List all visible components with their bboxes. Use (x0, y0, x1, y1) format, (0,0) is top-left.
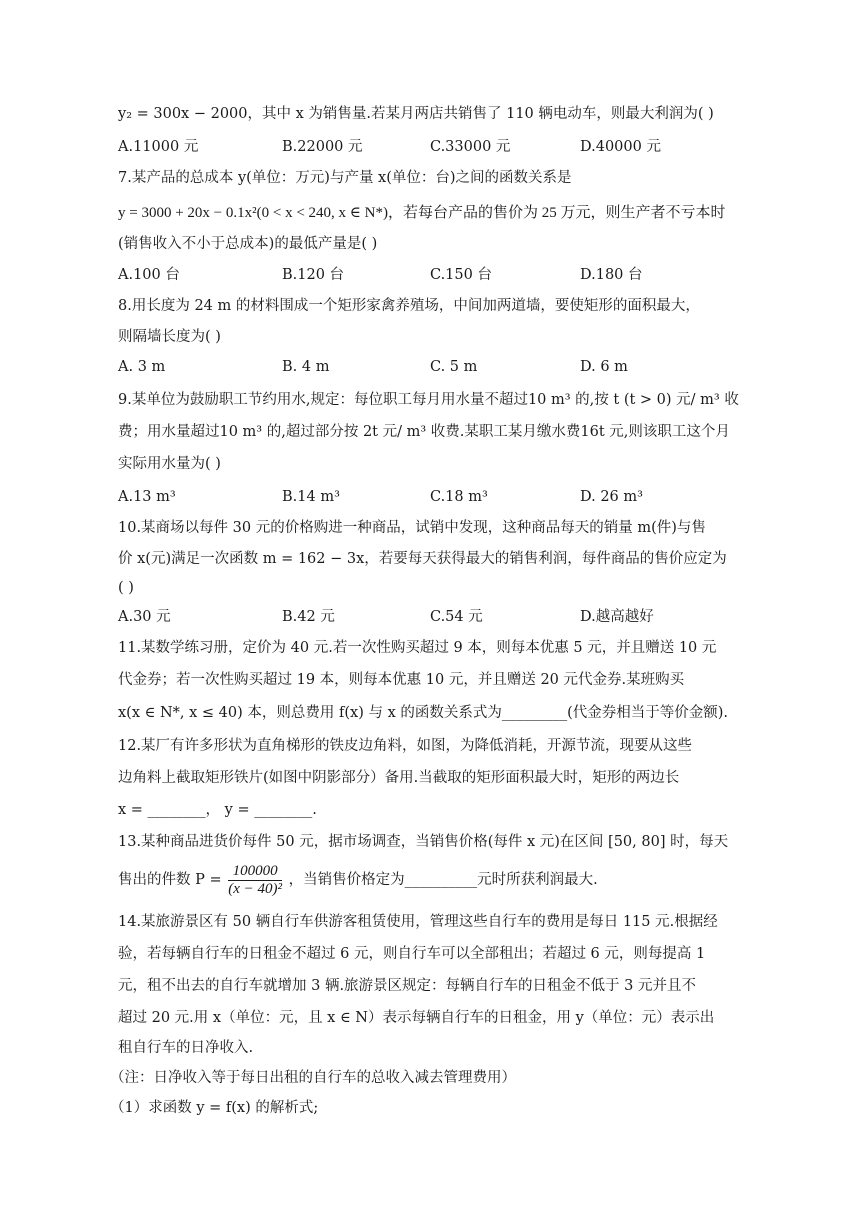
q8-option-c[interactable]: C. 5 m (430, 359, 478, 375)
q11-stem-line-2: 代金券；若一次性购买超过 19 本，则每本优惠 10 元，并且赠送 20 元代金券.某班购买 (118, 672, 685, 688)
q9-stem-line-2: 费；用水量超过10 m³ 的,超过部分按 2t 元/ m³ 收费.某职工某月缴水费16t 元,则该职工这个月 (118, 424, 730, 440)
q8-stem-line-2: 则隔墙长度为( ) (118, 329, 221, 345)
q9-option-c[interactable]: C.18 m³ (430, 489, 488, 505)
q13-fraction (228, 863, 282, 898)
q8-option-b[interactable]: B. 4 m (282, 359, 330, 375)
q12-answer-blanks: x = ________， y = ________. (118, 802, 317, 818)
q6-option-d[interactable]: D.40000 元 (580, 139, 661, 155)
q6-option-b[interactable]: B.22000 元 (282, 139, 363, 155)
q14-stem-line-4: 超过 20 元.用 x（单位：元，且 x ∈ N）表示每辆自行车的日租金，用 y（单位：元）表示出 (118, 1010, 715, 1026)
q10-option-c[interactable]: C.54 元 (430, 609, 483, 625)
q9-option-a[interactable]: A.13 m³ (118, 489, 176, 505)
q9-option-b[interactable]: B.14 m³ (282, 489, 340, 505)
q14-note: （注：日净收入等于每日出租的自行车的总收入减去管理费用） (110, 1070, 516, 1086)
q12-stem-line-1: 12.某厂有许多形状为直角梯形的铁皮边角料，如图，为降低消耗，开源节流，现要从这些 (118, 738, 693, 754)
q13-stem-line-2 (118, 860, 748, 900)
q10-stem-line-1: 10.某商场以每件 30 元的价格购进一种商品，试销中发现，这种商品每天的销量 m(件)与售 (118, 520, 706, 536)
q14-stem-line-3: 元，租不出去的自行车就增加 3 辆.旅游景区规定：每辆自行车的日租金不低于 3 元并且不 (118, 978, 696, 994)
q6-option-c[interactable]: C.33000 元 (430, 139, 511, 155)
q9-option-d[interactable]: D. 26 m³ (580, 489, 643, 505)
q11-stem-line-1: 11.某数学练习册，定价为 40 元.若一次性购买超过 9 本，则每本优惠 5 元，并且赠送 10 元 (118, 640, 717, 656)
q10-stem-line-3: ( ) (118, 580, 134, 596)
q8-option-d[interactable]: D. 6 m (580, 359, 628, 375)
q10-option-b[interactable]: B.42 元 (282, 609, 335, 625)
q14-stem-line-5: 租自行车的日净收入. (118, 1040, 254, 1056)
q7-option-a[interactable]: A.100 台 (118, 267, 180, 283)
q14-stem-line-2: 验，若每辆自行车的日租金不超过 6 元，则自行车可以全部租出；若超过 6 元，则每提高 1 (118, 946, 706, 962)
q9-stem-line-1: 9.某单位为鼓励职工节约用水,规定：每位职工每月用水量不超过10 m³ 的,按 t (t > 0) 元/ m³ 收 (118, 392, 739, 408)
q13-fraction-numerator: 100000 (228, 863, 282, 881)
q6-option-a[interactable]: A.11000 元 (118, 139, 199, 155)
q7-stem-line-3: (销售收入不小于总成本)的最低产量是( ) (118, 236, 378, 252)
q13-fraction-denominator: (x − 40)² (228, 880, 283, 897)
q6-stem-line: y₂ = 300x − 2000，其中 x 为销售量.若某月两店共销售了 110 辆电动车，则最大利润为( ) (118, 106, 714, 122)
q13-suffix: ，当销售价格定为__________元时所获利润最大. (288, 872, 598, 888)
q11-stem-line-3: x(x ∈ N*, x ≤ 40) 本，则总费用 f(x) 与 x 的函数关系式为_________(代金券相当于等价金额). (118, 705, 729, 721)
q10-stem-line-2: 价 x(元)满足一次函数 m = 162 − 3x，若要每天获得最大的销售利润，每件商品的售价应定为 (118, 551, 727, 567)
q7-option-d[interactable]: D.180 台 (580, 267, 643, 283)
q8-option-a[interactable]: A. 3 m (118, 359, 166, 375)
q14-stem-line-1: 14.某旅游景区有 50 辆自行车供游客租赁使用，管理这些自行车的费用是每日 115 元.根据经 (118, 914, 718, 930)
q7-stem-line-2: y = 3000 + 20x − 0.1x²(0 < x < 240, x ∈ N*)，若每台产品的售价为 25 万元，则生产者不亏本时 (118, 205, 726, 221)
q8-stem-line-1: 8.用长度为 24 m 的材料围成一个矩形家禽养殖场，中间加两道墙，要使矩形的面积最大， (118, 298, 700, 314)
q10-option-d[interactable]: D.越高越好 (580, 609, 654, 625)
q7-option-c[interactable]: C.150 台 (430, 267, 492, 283)
q12-stem-line-2: 边角料上截取矩形铁片(如图中阴影部分）备用.当截取的矩形面积最大时，矩形的两边长 (118, 770, 680, 786)
q13-prefix: 售出的件数 P = (118, 872, 222, 888)
q10-option-a[interactable]: A.30 元 (118, 609, 171, 625)
q13-stem-line-1: 13.某种商品进货价每件 50 元，据市场调查，当销售价格(每件 x 元)在区间 [50, 80] 时，每天 (118, 834, 729, 850)
q7-stem-line-1: 7.某产品的总成本 y(单位：万元)与产量 x(单位：台)之间的函数关系是 (118, 170, 572, 186)
q14-subquestion-1: （1）求函数 y = f(x) 的解析式; (110, 1100, 319, 1116)
q7-option-b[interactable]: B.120 台 (282, 267, 345, 283)
q9-stem-line-3: 实际用水量为( ) (118, 456, 221, 472)
